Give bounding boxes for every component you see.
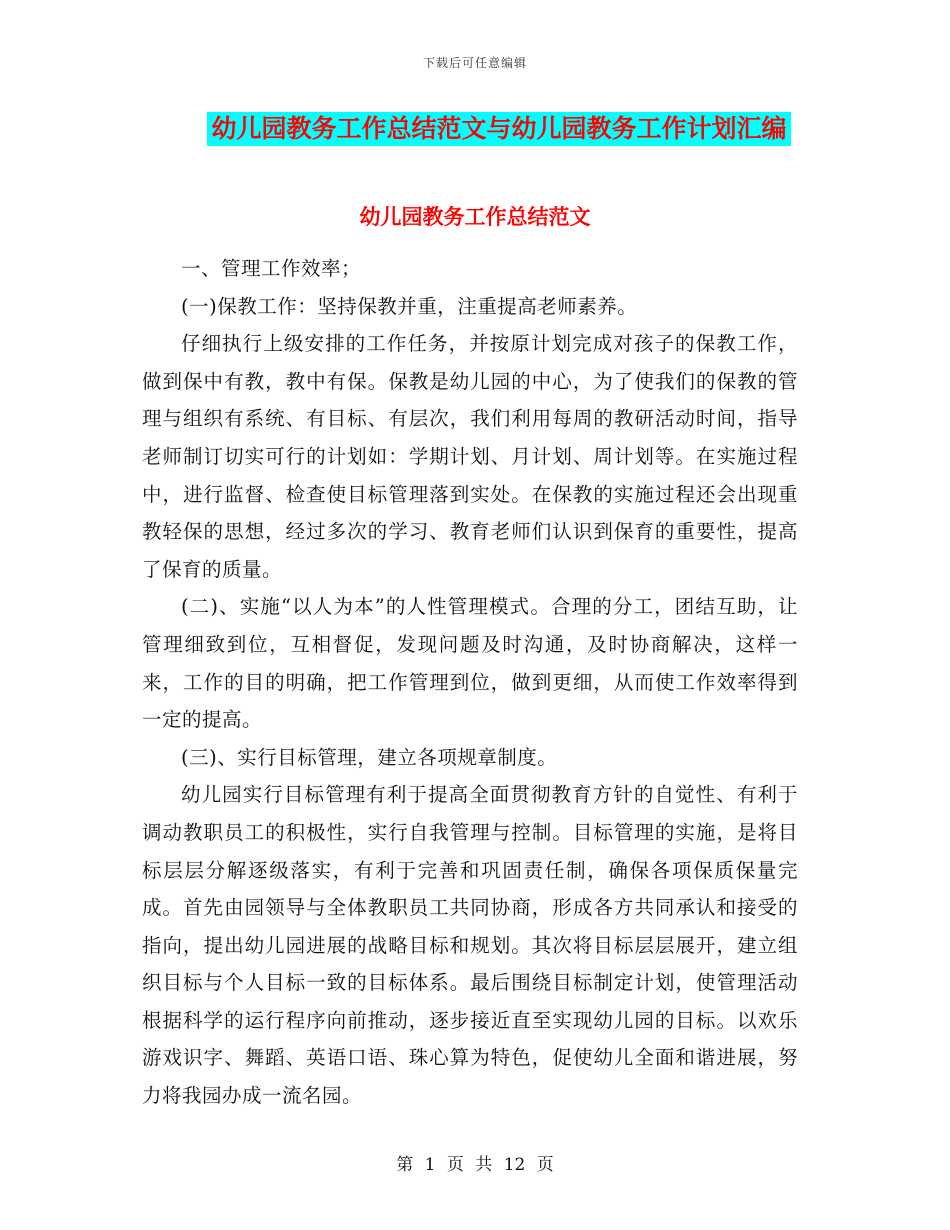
main-title-container <box>0 112 950 146</box>
paragraph-body-1: 仔细执行上级安排的工作任务，并按原计划完成对孩子的保教工作，做到保中有教，教中有保。保教是幼儿园的中心，为了使我们的保教的管理与组织有系统、有目标、有层次，我们利用每周的教研活动时间，指导老师制订切实可行的计划如：学期计划、月计划、周计划等。在实施过程中，进行监督、检查使目标管理落到实处。在保教的实施过程还会出现重教轻保的思想，经过多次的学习、教育老师们认识到保育的重要性，提高了保育的质量。 <box>142 332 798 581</box>
page-number: 第 1 页 共 12 页 <box>396 1155 554 1175</box>
paragraph-heading-2: (一)保教工作：坚持保教并重，注重提高老师素养。 <box>181 294 638 318</box>
section-title: 幼儿园教务工作总结范文 <box>359 204 591 229</box>
header-note: 下载后可任意编辑 <box>422 56 527 70</box>
paragraph-heading-1: 一、管理工作效率； <box>181 257 362 280</box>
paragraph-body-2: (二)、实施“以人为本”的人性管理模式。合理的分工，团结互助，让管理细致到位，互相督促，发现问题及时沟通，及时协商解决，这样一来，工作的目的明确，把工作管理到位，做到更细，从而使工作效率得到一定的提高。 <box>142 595 798 732</box>
document-body <box>142 250 798 1115</box>
paragraph-body-3: 幼儿园实行目标管理有利于提高全面贯彻教育方针的自觉性、有利于调动教职员工的积极性，实行自我管理与控制。目标管理的实施，是将目标层层分解逐级落实，有利于完善和巩固责任制，确保各项保质保量完成。首先由园领导与全体教职员工共同协商，形成各方共同承认和接受的指向，提出幼儿园进展的战略目标和规划。其次将目标层层展开，建立组织目标与个人目标一致的目标体系。最后围绕目标制定计划，使管理活动根据科学的运行程序向前推动，逐步接近直至实现幼儿园的目标。以欢乐游戏识字、舞蹈、英语口语、珠心算为特色，促使幼儿全面和谐进展，努力将我园办成一流名园。 <box>142 783 798 1108</box>
paragraph-heading-3: (三)、实行目标管理，建立各项规章制度。 <box>181 745 558 769</box>
main-title: 幼儿园教务工作总结范文与幼儿园教务工作计划汇编 <box>207 112 790 146</box>
